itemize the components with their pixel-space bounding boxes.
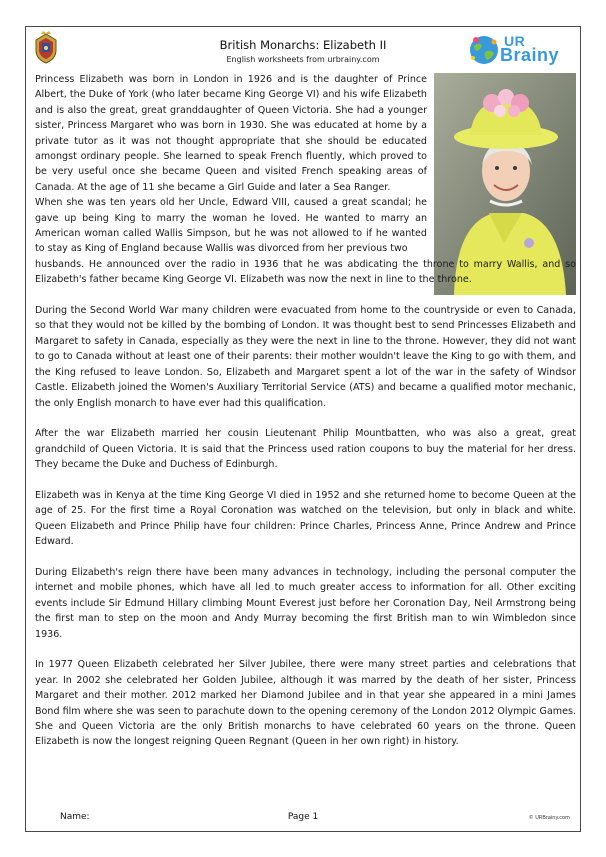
globe-logo-icon [468, 34, 500, 66]
page-subtitle: English worksheets from urbrainy.com [226, 55, 380, 64]
copyright-notice: © URBrainy.com [528, 815, 570, 821]
article-body [35, 72, 576, 765]
paragraph-text: When she was ten years old her Uncle, Edward VIII, caused a great scandal; he gave up being King to marry the woman he loved. He wanted to marry an American woman called Wallis Simpson, but he was not allowed to if he wanted to stay as King of England because Wallis was divorced from her previous two [35, 197, 427, 255]
paragraph-abdication: husbands. He announced over the radio in 1936 that he was abdicating the throne to marry Wallis, and so Elizabeth's father became King George VI. Elizabeth was now the next in line to the throne. [35, 258, 576, 286]
brand-ur-text: UR [504, 33, 526, 49]
paragraph-technology: During Elizabeth's reign there have been many advances in technology, including the personal computer the internet and mobile phones, which have all led to much greater access to information for all. Other exciting events include Sir Edmund Hillary climbing Mount Everest just before her Coronation Day, Neil Armstrong being the first man to step on the moon and Andy Murray becoming the first British man to win Wimbledon since 1936. [35, 566, 576, 640]
name-label: Name: [60, 812, 90, 822]
paragraph-war: During the Second World War many children were evacuated from home to the countryside or even to Canada, so that they would not be killed by the bombing of London. It was thought best to send Princesses Elizabeth and Margaret to safety in Canada, especially as they were the next in line to the throne. However, they did not want to go to Canada without at least one of their parents: their mother wouldn't leave the King to go with them, and the King refused to leave London. So, Elizabeth and Margaret spent a lot of the war in the safety of Windsor Castle. Elizabeth joined the Women's Auxiliary Territorial Service (ATS) and became a qualified motor mechanic, the only English monarch to have ever had this qualification. [35, 305, 576, 409]
page-number: Page 1 [287, 812, 319, 822]
worksheet-page [25, 26, 581, 832]
paragraph-coronation: Elizabeth was in Kenya at the time King George VI died in 1952 and she returned home to become Queen at the age of 25. For the first time a Royal Coronation was watched on the television, but only in black and white. Queen Elizabeth and Prince Philip have four children: Prince Charles, Princess Anne, Prince Andrew and Prince Edward. [35, 489, 576, 548]
urbrainy-logo [468, 31, 560, 69]
worksheet-footer [26, 809, 580, 829]
paragraph-early-life [35, 72, 427, 257]
worksheet-header [26, 27, 580, 71]
brand-brainy-text: Brainy [500, 45, 560, 65]
page-title: British Monarchs: Elizabeth II [219, 38, 387, 52]
paragraph-text: Princess Elizabeth was born in London in 1926 and is the daughter of Prince Albert, the Duke of York (who later became King George VI) and his wife Elizabeth and is also the great, great granddaughter of Queen Victoria. She had a younger sister, Princess Margaret who was born in 1930. She was educated at home by a private tutor as it was not thought appropriate that she should be educated amongst ordinary people. She learned to speak French fluently, which proved to be very useful once she became Queen and visited French speaking areas of Canada. At the age of 11 she became a Girl Guide and later a Sea Ranger. [35, 74, 427, 193]
paragraph-jubilees: In 1977 Queen Elizabeth celebrated her Silver Jubilee, there were many street parties and celebrations that year. In 2002 she celebrated her Golden Jubilee, although it was marred by the death of her sister, Princess Margaret and their mother. 2012 marked her Diamond Jubilee and in that year she appeared in a mini James Bond film where she was seen to parachute down to the opening ceremony of the London 2012 Olympic Games. She and Queen Victoria are the only British monarchs to have celebrated 60 years on the throne. Queen Elizabeth is now the longest reigning Queen Regnant (Queen in her own right) in history. [35, 659, 576, 748]
paragraph-marriage: After the war Elizabeth married her cousin Lieutenant Philip Mountbatten, who was also a great, great grandchild of Queen Victoria. It is said that the Princess used ration coupons to buy the material for her dress. They became the Duke and Duchess of Edinburgh. [35, 428, 576, 471]
